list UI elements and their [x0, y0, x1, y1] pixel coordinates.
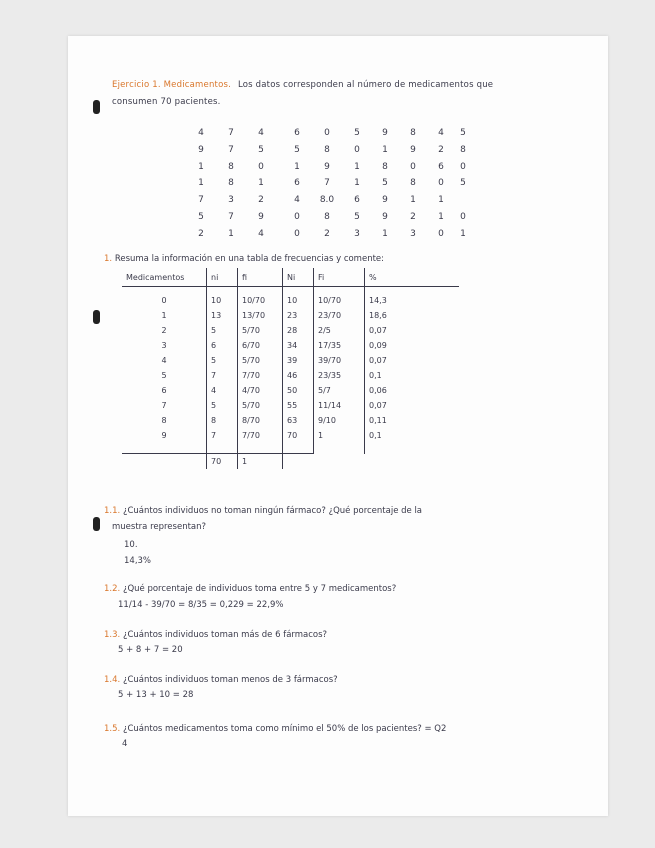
- raw-data-cell: 0: [354, 144, 360, 155]
- raw-data-cell: 8: [382, 161, 388, 172]
- raw-data-cell: 5: [294, 144, 300, 155]
- table-cell: 23/35: [314, 368, 365, 383]
- raw-data-cell: 8: [324, 212, 330, 222]
- raw-data-cell: 8: [410, 128, 416, 138]
- frequency-table-spacer: [122, 443, 459, 454]
- raw-data-cell: 2: [198, 228, 204, 239]
- raw-data-cell: 2: [324, 228, 330, 239]
- table-cell: 23: [283, 308, 314, 323]
- table-cell: 5: [207, 398, 238, 413]
- raw-data-cell: 4: [294, 195, 300, 206]
- table-cell: 2/5: [314, 323, 365, 338]
- raw-data-cell: 8: [228, 178, 234, 189]
- table-cell: 6: [161, 386, 167, 395]
- raw-data-row: [192, 195, 452, 211]
- answer: 5 + 8 + 7 = 20: [118, 645, 183, 655]
- question-text: ¿Cuántos individuos no toman ningún fármaco? ¿Qué porcentaje de la: [122, 506, 423, 516]
- table-total-cell: 70: [207, 454, 238, 470]
- table-cell: 5/70: [238, 353, 283, 368]
- table-cell: 46: [283, 368, 314, 383]
- col-header: Medicamentos: [122, 268, 207, 287]
- question-text: ¿Qué porcentaje de individuos toma entre 5 y 7 medicamentos?: [122, 584, 397, 594]
- frequency-table-row: [122, 287, 459, 309]
- question-1: [104, 254, 384, 264]
- statement-line-1: Los datos corresponden al número de medicamentos que: [237, 80, 494, 90]
- raw-data-row: [192, 212, 466, 228]
- table-cell: 23/70: [314, 308, 365, 323]
- table-cell: 2: [161, 326, 167, 335]
- raw-data-cell: 1: [198, 178, 204, 189]
- raw-data-cell: 8: [324, 144, 330, 155]
- frequency-table-row: [122, 398, 459, 413]
- table-cell: 0,11: [365, 413, 460, 428]
- raw-data-cell: 7: [228, 144, 234, 155]
- table-cell: 10: [283, 287, 314, 309]
- raw-data-cell: 2: [410, 212, 416, 222]
- table-cell: 6: [207, 338, 238, 353]
- table-cell: 7: [161, 401, 167, 410]
- raw-data-row: [192, 178, 466, 194]
- raw-data-cell: 7: [198, 195, 204, 206]
- question-number: 1.3.: [104, 630, 121, 640]
- binder-hole: [93, 517, 100, 531]
- raw-data-cell: 1: [354, 161, 360, 172]
- table-cell: 11/14: [314, 398, 365, 413]
- table-cell: 0,07: [365, 398, 460, 413]
- table-cell: 9: [161, 431, 167, 440]
- table-cell: 10/70: [238, 287, 283, 309]
- question-number: 1.1.: [104, 506, 121, 516]
- raw-data-cell: 0: [410, 161, 416, 172]
- raw-data-cell: 5: [382, 178, 388, 189]
- binder-hole: [93, 100, 100, 114]
- raw-data-cell: 9: [410, 144, 416, 155]
- table-cell: 5: [161, 371, 167, 380]
- table-cell: 0,09: [365, 338, 460, 353]
- table-cell: 70: [283, 428, 314, 443]
- table-cell: 5/7: [314, 383, 365, 398]
- question-number: 1.4.: [104, 675, 121, 685]
- table-total-cell: [314, 454, 365, 470]
- frequency-table-totals: [122, 454, 459, 470]
- raw-data-cell: 7: [324, 178, 330, 189]
- table-cell: 10/70: [314, 287, 365, 309]
- table-cell: 14,3: [365, 287, 460, 309]
- raw-data-cell: 3: [354, 228, 360, 239]
- table-cell: 10: [207, 287, 238, 309]
- table-cell: 1: [314, 428, 365, 443]
- frequency-table-row: [122, 338, 459, 353]
- table-cell: 4: [207, 383, 238, 398]
- frequency-table: [122, 268, 459, 469]
- exercise-heading: [112, 80, 493, 90]
- raw-data-cell: 8.0: [319, 195, 335, 206]
- raw-data-cell: 5: [198, 212, 204, 222]
- frequency-table-row: [122, 368, 459, 383]
- table-cell: 13: [207, 308, 238, 323]
- statement-line-2: consumen 70 pacientes.: [112, 97, 221, 107]
- table-cell: 7: [207, 428, 238, 443]
- table-cell: 50: [283, 383, 314, 398]
- raw-data-cell: 1: [198, 161, 204, 172]
- raw-data-cell: 1: [382, 144, 388, 155]
- answer: 5 + 13 + 10 = 28: [118, 690, 194, 700]
- table-cell: 39/70: [314, 353, 365, 368]
- raw-data-row: [192, 128, 466, 144]
- question-text: ¿Cuántos individuos toman más de 6 fármacos?: [122, 630, 328, 640]
- frequency-table-row: [122, 353, 459, 368]
- raw-data-cell: 0: [294, 212, 300, 222]
- table-cell: 7/70: [238, 428, 283, 443]
- table-cell: 0,1: [365, 368, 460, 383]
- raw-data-cell: 1: [438, 212, 444, 222]
- question-number: 1.2.: [104, 584, 121, 594]
- raw-data-cell: 6: [438, 161, 444, 172]
- col-header: fi: [238, 268, 283, 287]
- raw-data-cell: 4: [258, 228, 264, 239]
- table-cell: 0,07: [365, 323, 460, 338]
- table-cell: 0: [161, 296, 167, 305]
- question-1-4: [104, 675, 338, 685]
- table-cell: 18,6: [365, 308, 460, 323]
- table-cell: 8/70: [238, 413, 283, 428]
- raw-data-cell: 3: [228, 195, 234, 206]
- raw-data-cell: 0: [258, 161, 264, 172]
- raw-data-cell: 0: [438, 178, 444, 189]
- table-cell: 8: [161, 416, 167, 425]
- table-total-cell: [122, 454, 207, 470]
- table-cell: 8: [207, 413, 238, 428]
- col-header: Ni: [283, 268, 314, 287]
- raw-data-cell: 8: [410, 178, 416, 189]
- table-cell: 5/70: [238, 323, 283, 338]
- raw-data-cell: 5: [258, 144, 264, 155]
- raw-data-cell: 1: [228, 228, 234, 239]
- raw-data-cell: 0: [294, 228, 300, 239]
- table-cell: 5/70: [238, 398, 283, 413]
- exercise-title: Ejercicio 1. Medicamentos.: [112, 80, 232, 90]
- raw-data-cell: 9: [324, 161, 330, 172]
- table-total-cell: [365, 454, 460, 470]
- question-text: ¿Cuántos individuos toman menos de 3 fármacos?: [122, 675, 338, 685]
- table-cell: 0,06: [365, 383, 460, 398]
- raw-data-cell: 0: [324, 128, 330, 138]
- table-cell: 0,07: [365, 353, 460, 368]
- table-cell: 7: [207, 368, 238, 383]
- answer: 11/14 - 39/70 = 8/35 = 0,229 = 22,9%: [118, 600, 284, 610]
- raw-data-cell: 8: [228, 161, 234, 172]
- answer: 14,3%: [124, 556, 152, 566]
- question-text: ¿Cuántos medicamentos toma como mínimo el 50% de los pacientes? = Q2: [122, 724, 447, 734]
- table-cell: 5: [207, 353, 238, 368]
- answer: 10.: [124, 540, 138, 550]
- raw-data-cell: 6: [294, 128, 300, 138]
- raw-data-cell: 7: [228, 212, 234, 222]
- table-cell: 34: [283, 338, 314, 353]
- raw-data-cell: 1: [294, 161, 300, 172]
- frequency-table-row: [122, 383, 459, 398]
- raw-data-cell: 5: [354, 128, 360, 138]
- table-cell: 0,1: [365, 428, 460, 443]
- raw-data-cell: 0: [460, 161, 466, 172]
- raw-data-cell: 9: [382, 128, 388, 138]
- raw-data-cell: 9: [382, 212, 388, 222]
- table-cell: 17/35: [314, 338, 365, 353]
- raw-data-cell: 1: [438, 195, 444, 206]
- frequency-table-header: [122, 268, 459, 287]
- table-cell: 28: [283, 323, 314, 338]
- frequency-table-row: [122, 323, 459, 338]
- table-cell: 13/70: [238, 308, 283, 323]
- table-cell: 3: [161, 341, 167, 350]
- question-number: 1.5.: [104, 724, 121, 734]
- raw-data-cell: 1: [382, 228, 388, 239]
- table-total-cell: 1: [238, 454, 283, 470]
- raw-data-cell: 9: [198, 144, 204, 155]
- question-1-text: Resuma la información en una tabla de frecuencias y comente:: [114, 254, 385, 264]
- raw-data-cell: 1: [258, 178, 264, 189]
- question-text-line2: muestra representan?: [112, 522, 207, 532]
- table-cell: 1: [161, 311, 167, 320]
- table-cell: 63: [283, 413, 314, 428]
- table-cell: 39: [283, 353, 314, 368]
- raw-data-cell: 5: [354, 212, 360, 222]
- raw-data-cell: 0: [460, 212, 466, 222]
- question-1-5: [104, 724, 446, 734]
- raw-data-cell: 1: [410, 195, 416, 206]
- raw-data-row: [192, 228, 466, 245]
- raw-data-cell: 4: [198, 128, 204, 138]
- raw-data-cell: 2: [258, 195, 264, 206]
- table-cell: 9/10: [314, 413, 365, 428]
- raw-data-cell: 1: [460, 228, 466, 239]
- question-1-number: 1.: [104, 254, 113, 264]
- table-cell: 7/70: [238, 368, 283, 383]
- raw-data-cell: 5: [460, 178, 466, 189]
- raw-data-cell: 4: [438, 128, 444, 138]
- answer: 4: [122, 739, 128, 749]
- raw-data-cell: 9: [382, 195, 388, 206]
- raw-data-cell: 6: [294, 178, 300, 189]
- raw-data-row: [192, 161, 466, 178]
- raw-data-cell: 7: [228, 128, 234, 138]
- table-cell: 5: [207, 323, 238, 338]
- raw-data-row: [192, 144, 466, 161]
- raw-data-cell: 2: [438, 144, 444, 155]
- raw-data-cell: 5: [460, 128, 466, 138]
- raw-data-cell: 6: [354, 195, 360, 206]
- raw-data-cell: 9: [258, 212, 264, 222]
- frequency-table-row: [122, 308, 459, 323]
- frequency-table-row: [122, 428, 459, 443]
- col-header: %: [365, 268, 460, 287]
- binder-hole: [93, 310, 100, 324]
- table-cell: 6/70: [238, 338, 283, 353]
- raw-data-cell: 8: [460, 144, 466, 155]
- frequency-table-row: [122, 413, 459, 428]
- table-cell: 55: [283, 398, 314, 413]
- table-cell: 4: [161, 356, 167, 365]
- table-total-cell: [283, 454, 314, 470]
- question-1-3: [104, 630, 327, 640]
- raw-data-cell: 4: [258, 128, 264, 138]
- table-cell: 4/70: [238, 383, 283, 398]
- col-header: ni: [207, 268, 238, 287]
- question-1-2: [104, 584, 396, 594]
- col-header: Fi: [314, 268, 365, 287]
- raw-data-cell: 1: [354, 178, 360, 189]
- raw-data-cell: 0: [438, 228, 444, 239]
- question-1-1: [104, 506, 422, 516]
- raw-data-cell: 3: [410, 228, 416, 239]
